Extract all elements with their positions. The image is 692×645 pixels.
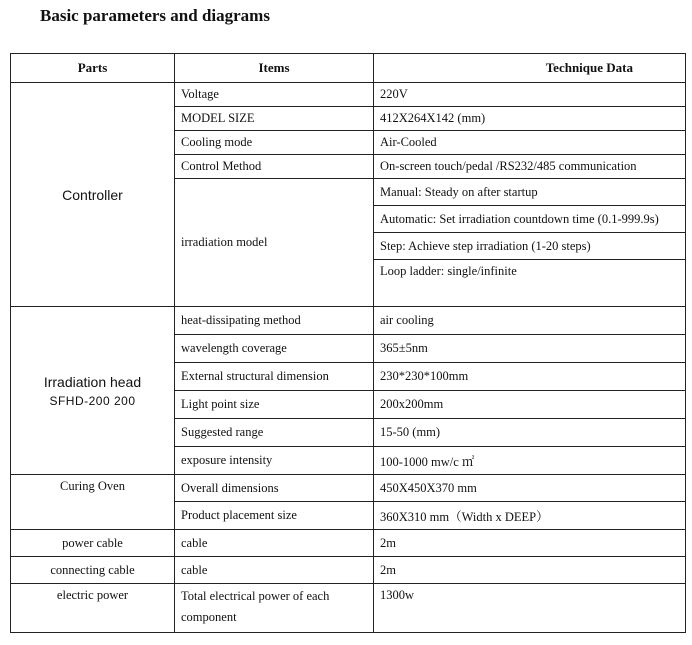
item-cell: External structural dimension xyxy=(175,363,374,391)
parts-connecting-cable: connecting cable xyxy=(11,557,175,584)
item-cell: Overall dimensions xyxy=(175,475,374,502)
data-cell: Step: Achieve step irradiation (1-20 steps) xyxy=(374,233,686,260)
item-cell: cable xyxy=(175,557,374,584)
item-cell: exposure intensity xyxy=(175,447,374,475)
table-row xyxy=(11,530,686,557)
table-row xyxy=(11,584,686,633)
parts-curing-oven: Curing Oven xyxy=(11,475,175,530)
item-cell: Product placement size xyxy=(175,502,374,530)
data-cell: 412X264X142 (mm) xyxy=(374,107,686,131)
header-parts: Parts xyxy=(11,54,175,83)
data-cell: 2m xyxy=(374,557,686,584)
data-cell: Automatic: Set irradiation countdown time (0.1-999.9s) xyxy=(374,206,686,233)
item-cell: wavelength coverage xyxy=(175,335,374,363)
data-cell: 1300w xyxy=(374,584,686,633)
data-cell: 15-50 (mm) xyxy=(374,419,686,447)
table-row xyxy=(11,307,686,335)
data-cell: 450X450X370 mm xyxy=(374,475,686,502)
data-cell: 200x200mm xyxy=(374,391,686,419)
table-row xyxy=(11,557,686,584)
irradiation-head-label: Irradiation head xyxy=(43,373,142,390)
table-row xyxy=(11,83,686,107)
data-cell: 100-1000 mw/c ㎡ xyxy=(374,447,686,475)
item-cell-irradiation-model: irradiation model xyxy=(175,179,374,307)
data-cell: 365±5nm xyxy=(374,335,686,363)
parts-electric-power: electric power xyxy=(11,584,175,633)
header-row xyxy=(11,54,686,83)
parameters-table xyxy=(10,53,686,633)
data-cell: 230*230*100mm xyxy=(374,363,686,391)
data-cell: On-screen touch/pedal /RS232/485 communication xyxy=(374,155,686,179)
data-cell: Manual: Steady on after startup xyxy=(374,179,686,206)
irradiation-head-model: SFHD-200 200 xyxy=(49,393,136,408)
item-cell: Voltage xyxy=(175,83,374,107)
parts-irradiation-head xyxy=(11,307,175,475)
parts-power-cable: power cable xyxy=(11,530,175,557)
data-cell: Air-Cooled xyxy=(374,131,686,155)
parts-controller: Controller xyxy=(11,83,175,307)
header-items: Items xyxy=(175,54,374,83)
data-cell: 2m xyxy=(374,530,686,557)
page-title: Basic parameters and diagrams xyxy=(40,6,270,25)
data-cell: Loop ladder: single/infinite xyxy=(374,260,686,307)
item-cell: MODEL SIZE xyxy=(175,107,374,131)
item-cell: Control Method xyxy=(175,155,374,179)
data-cell: air cooling xyxy=(374,307,686,335)
item-cell: Light point size xyxy=(175,391,374,419)
header-technique-data: Technique Data xyxy=(374,54,686,83)
item-cell: Cooling mode xyxy=(175,131,374,155)
item-cell: heat-dissipating method xyxy=(175,307,374,335)
data-cell: 220V xyxy=(374,83,686,107)
item-cell: cable xyxy=(175,530,374,557)
item-cell: Suggested range xyxy=(175,419,374,447)
item-cell: Total electrical power of each component xyxy=(175,584,374,633)
data-cell: 360X310 mm（Width x DEEP） xyxy=(374,502,686,530)
table-row xyxy=(11,475,686,502)
